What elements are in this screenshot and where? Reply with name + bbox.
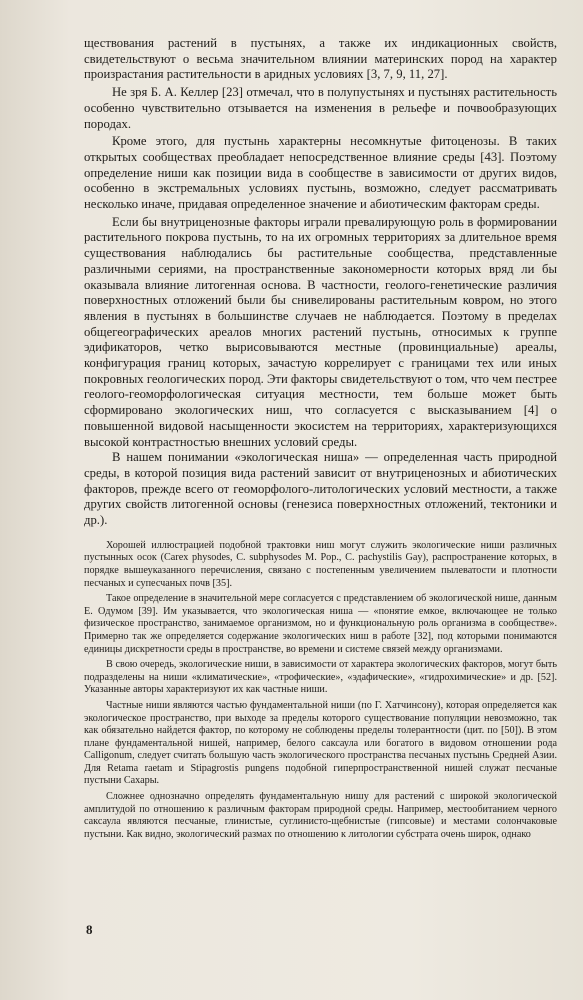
main-paragraph-4: Если бы внутриценозные факторы играли превалирующую роль в формировании растительного покрова пустынь, то на их огромных территориях за длительное время существования наблюдались бы растительные сообщества, представленные различными сериями, на пространственные закономерности которых вряд ли бы оказывала влияние литогенная основа. В частности, геолого-генетические различия поверхностных отложений были бы снивелированы растительным ковром, но этого явления в пустынях в большинстве случаев не наблюдается. Поэтому в пределах общегеографических ареалов многих растений пустынь, относимых к группе эдификаторов, четко вырисовываются местные (провинциальные) ареалы, конфигурация границ которых, зачастую коррелирует с границами тех или иных покровных геологических пород. Эти факторы свидетельствуют о том, что чем пестрее геолого-геоморфологическая ситуация местности, тем больше может быть сформировано экологических ниш, что согласуется с высказыванием [4] о повышенной видовой насыщенности экосистем на территориях, характеризующихся высокой контрастностью внешних условий среды.: [84, 214, 557, 449]
small-paragraph-5: Сложнее однозначно определять фундаментальную нишу для растений с широкой экологической амплитудой по отношению к различным факторам природной среды. Например, местообитанием черного саксаула являются песчаные, глинистые, суглинисто-щебнистые (гипсовые) и местами солончаковые пустыни. Как видно, экологический размах по отношению к литологии субстрата очень широк, однако: [84, 791, 557, 840]
small-paragraph-4: Частные ниши являются частью фундаментальной ниши (по Г. Хатчинсону), которая определяется как экологическое пространство, при выходе за пределы которого существование популяции невозможно, так как обязательно найдется фактор, по которому не соблюдены пределы толерантности (цит. по [50]). В этом плане фундаментальной нишей, например, белого саксаула или богатого в видовом отношении рода Calligonum, следует считать большую часть экологического пространства песчаных пустынь Средней Азии. Для Retama raetam и Stipagrostis pungens подобной гиперпространственной нишей служат песчаные пустыни Сахары.: [84, 699, 557, 787]
small-paragraph-1: Хорошей иллюстрацией подобной трактовки ниш могут служить экологические ниши различных пустынных осок (Carex physodes, C. subphysodes M. Pop., C. pachystilis Gay), распространение которых, в порядке вышеуказанного перечисления, связано с постепенным увеличением пылеватости и плотности песчаных и супесчаных почв [35].: [84, 539, 557, 589]
main-text: [84, 36, 557, 529]
main-paragraph-5: В нашем понимании «экологическая ниша» — определенная часть природной среды, в которой позиция вида растений зависит от внутриценозных и абиотических факторов, прежде всего от геоморфолого-литологических условий местности, а также других свойств литогенной основы (генезиса поверхностных отложений, тектоники и др.).: [84, 450, 557, 528]
main-paragraph-3: Кроме этого, для пустынь характерны несомкнутые фитоценозы. В таких открытых сообществах преобладает непосредственное влияние среды [43]. Поэтому определение ниши как позиции вида в сообществе в зависимости от других видов, особенно в экстремальных условиях пустынь, возможно, следует рассматривать несколько иначе, придавая определенное значение и абиотическим факторам среды.: [84, 134, 557, 212]
page-number: 8: [86, 922, 93, 937]
small-paragraph-3: В свою очередь, экологические ниши, в зависимости от характера экологических факторов, могут быть подразделены на ниши «климатические», «трофические», «эдафические», «гидрохимические» и др. [52]. Указанные авторы характеризуют их как частные ниши.: [84, 659, 557, 696]
small-paragraph-2: Такое определение в значительной мере согласуется с представлением об экологической нише, данным Е. Одумом [39]. Им указывается, что экологическая ниша — «понятие емкое, включающее не только физическое пространство, занимаемое организмом, но и функциональную роль организма в сообществе». Примерно так же определяется содержание экологических ниш в работе [32], под которыми понимаются единицы дискретности среды в пространстве, во времени и системе связей между организмами.: [84, 593, 557, 655]
main-paragraph-1: ществования растений в пустынях, а также их индикационных свойств, свидетельствуют о весьма значительном влиянии материнских пород на характер произрастания растительности в аридных условиях [3, 7, 9, 11, 27].: [84, 36, 557, 82]
small-text: [84, 540, 557, 842]
main-paragraph-2: Не зря Б. А. Келлер [23] отмечал, что в полупустынях и пустынях растительность особенно чувствительно отзывается на изменения в рельефе и почвообразующих породах.: [84, 85, 557, 131]
